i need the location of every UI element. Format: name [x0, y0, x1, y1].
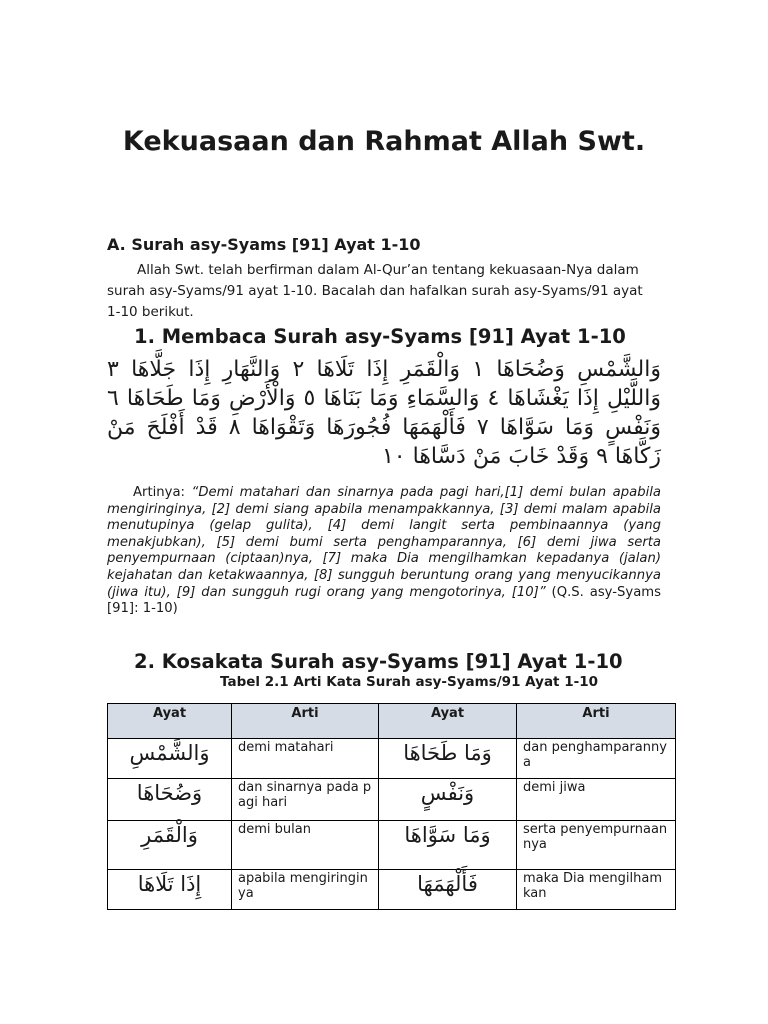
translation-paragraph [107, 485, 661, 618]
table-cell-meaning: apabila mengiringinya [232, 870, 379, 910]
table-row [108, 821, 676, 870]
table-cell-meaning: dan sinarnya pada pagi hari [232, 779, 379, 821]
page-title: Kekuasaan dan Rahmat Allah Swt. [122, 126, 646, 157]
header-arti-2: Arti [517, 704, 676, 739]
header-ayat-2: Ayat [379, 704, 517, 739]
table-cell-arabic: وَالْقَمَرِ [108, 821, 232, 870]
arabic-verses: وَالشَّمْسِ وَضُحَاهَا ١ وَالْقَمَرِ إِذَا تَلَاهَا ٢ وَالنَّهَارِ إِذَا جَلَّاهَا ٣ وَاللَّيْلِ إِذَا يَغْشَاهَا ٤ وَالسَّمَاءِ وَمَا بَنَاهَا ٥ وَالْأَرْضِ وَمَا طَحَاهَا ٦ وَنَفْسٍ وَمَا سَوَّاهَا ٧ فَأَلْهَمَهَا فُجُورَهَا وَتَقْوَاهَا ٨ قَدْ أَفْلَحَ مَنْ زَكَّاهَا ٩ وَقَدْ خَابَ مَنْ دَسَّاهَا ١٠ [107, 357, 661, 469]
translation-source: (Q.S. asy-Syams [91]: 1-10) [107, 584, 661, 617]
table-cell-arabic: وَالشَّمْسِ [108, 739, 232, 779]
table-cell-arabic: وَنَفْسٍ [379, 779, 517, 821]
section-a-heading: A. Surah asy-Syams [91] Ayat 1-10 [107, 235, 421, 254]
vocabulary-table [107, 703, 676, 910]
table-cell-meaning: demi bulan [232, 821, 379, 870]
table-cell-meaning: maka Dia mengilhamkan [517, 870, 676, 910]
table-cell-arabic: إِذَا تَلَاهَا [108, 870, 232, 910]
table-cell-meaning: serta penyempurnaannya [517, 821, 676, 870]
translation-lead: Artinya: [133, 485, 192, 500]
table-caption: Tabel 2.1 Arti Kata Surah asy-Syams/91 Ayat 1-10 [220, 674, 598, 690]
intro-paragraph: Allah Swt. telah berfirman dalam Al-Qur’an tentang kekuasaan-Nya dalam surah asy-Syams/91 ayat 1-10. Bacalah dan hafalkan surah asy-Syams/91 ayat 1-10 berikut. [107, 262, 643, 320]
heading-kosakata: 2. Kosakata Surah asy-Syams [91] Ayat 1-10 [134, 650, 623, 673]
table-cell-meaning: demi matahari [232, 739, 379, 779]
table-row [108, 870, 676, 910]
table-cell-arabic: وَمَا سَوَّاهَا [379, 821, 517, 870]
heading-membaca: 1. Membaca Surah asy-Syams [91] Ayat 1-10 [134, 325, 626, 348]
table-cell-arabic: وَضُحَاهَا [108, 779, 232, 821]
table-row [108, 739, 676, 779]
table-cell-meaning: demi jiwa [517, 779, 676, 821]
translation-body: “Demi matahari dan sinarnya pada pagi hari,[1] demi bulan apabila mengiringinya, [2] demi siang apabila menampakkannya, [3] demi malam apabila menutupinya (gelap gulita), [4] demi langit serta pembinaannya (yang menakjubkan), [5] demi bumi serta penghamparannya, [6] demi jiwa serta penyempurnaan (ciptaan)nya, [7] maka Dia mengilhamkan kepadanya (jalan) kejahatan dan ketakwaannya, [8] sungguh beruntung orang yang menyucikannya (jiwa itu), [9] dan sungguh rugi orang yang mengotorinya, [10]” [107, 485, 661, 600]
table-cell-arabic: وَمَا طَحَاهَا [379, 739, 517, 779]
table-row [108, 779, 676, 821]
table-cell-meaning: dan penghamparannya [517, 739, 676, 779]
header-ayat-1: Ayat [108, 704, 232, 739]
table-cell-arabic: فَأَلْهَمَهَا [379, 870, 517, 910]
header-arti-1: Arti [232, 704, 379, 739]
table-header-row [108, 704, 676, 739]
